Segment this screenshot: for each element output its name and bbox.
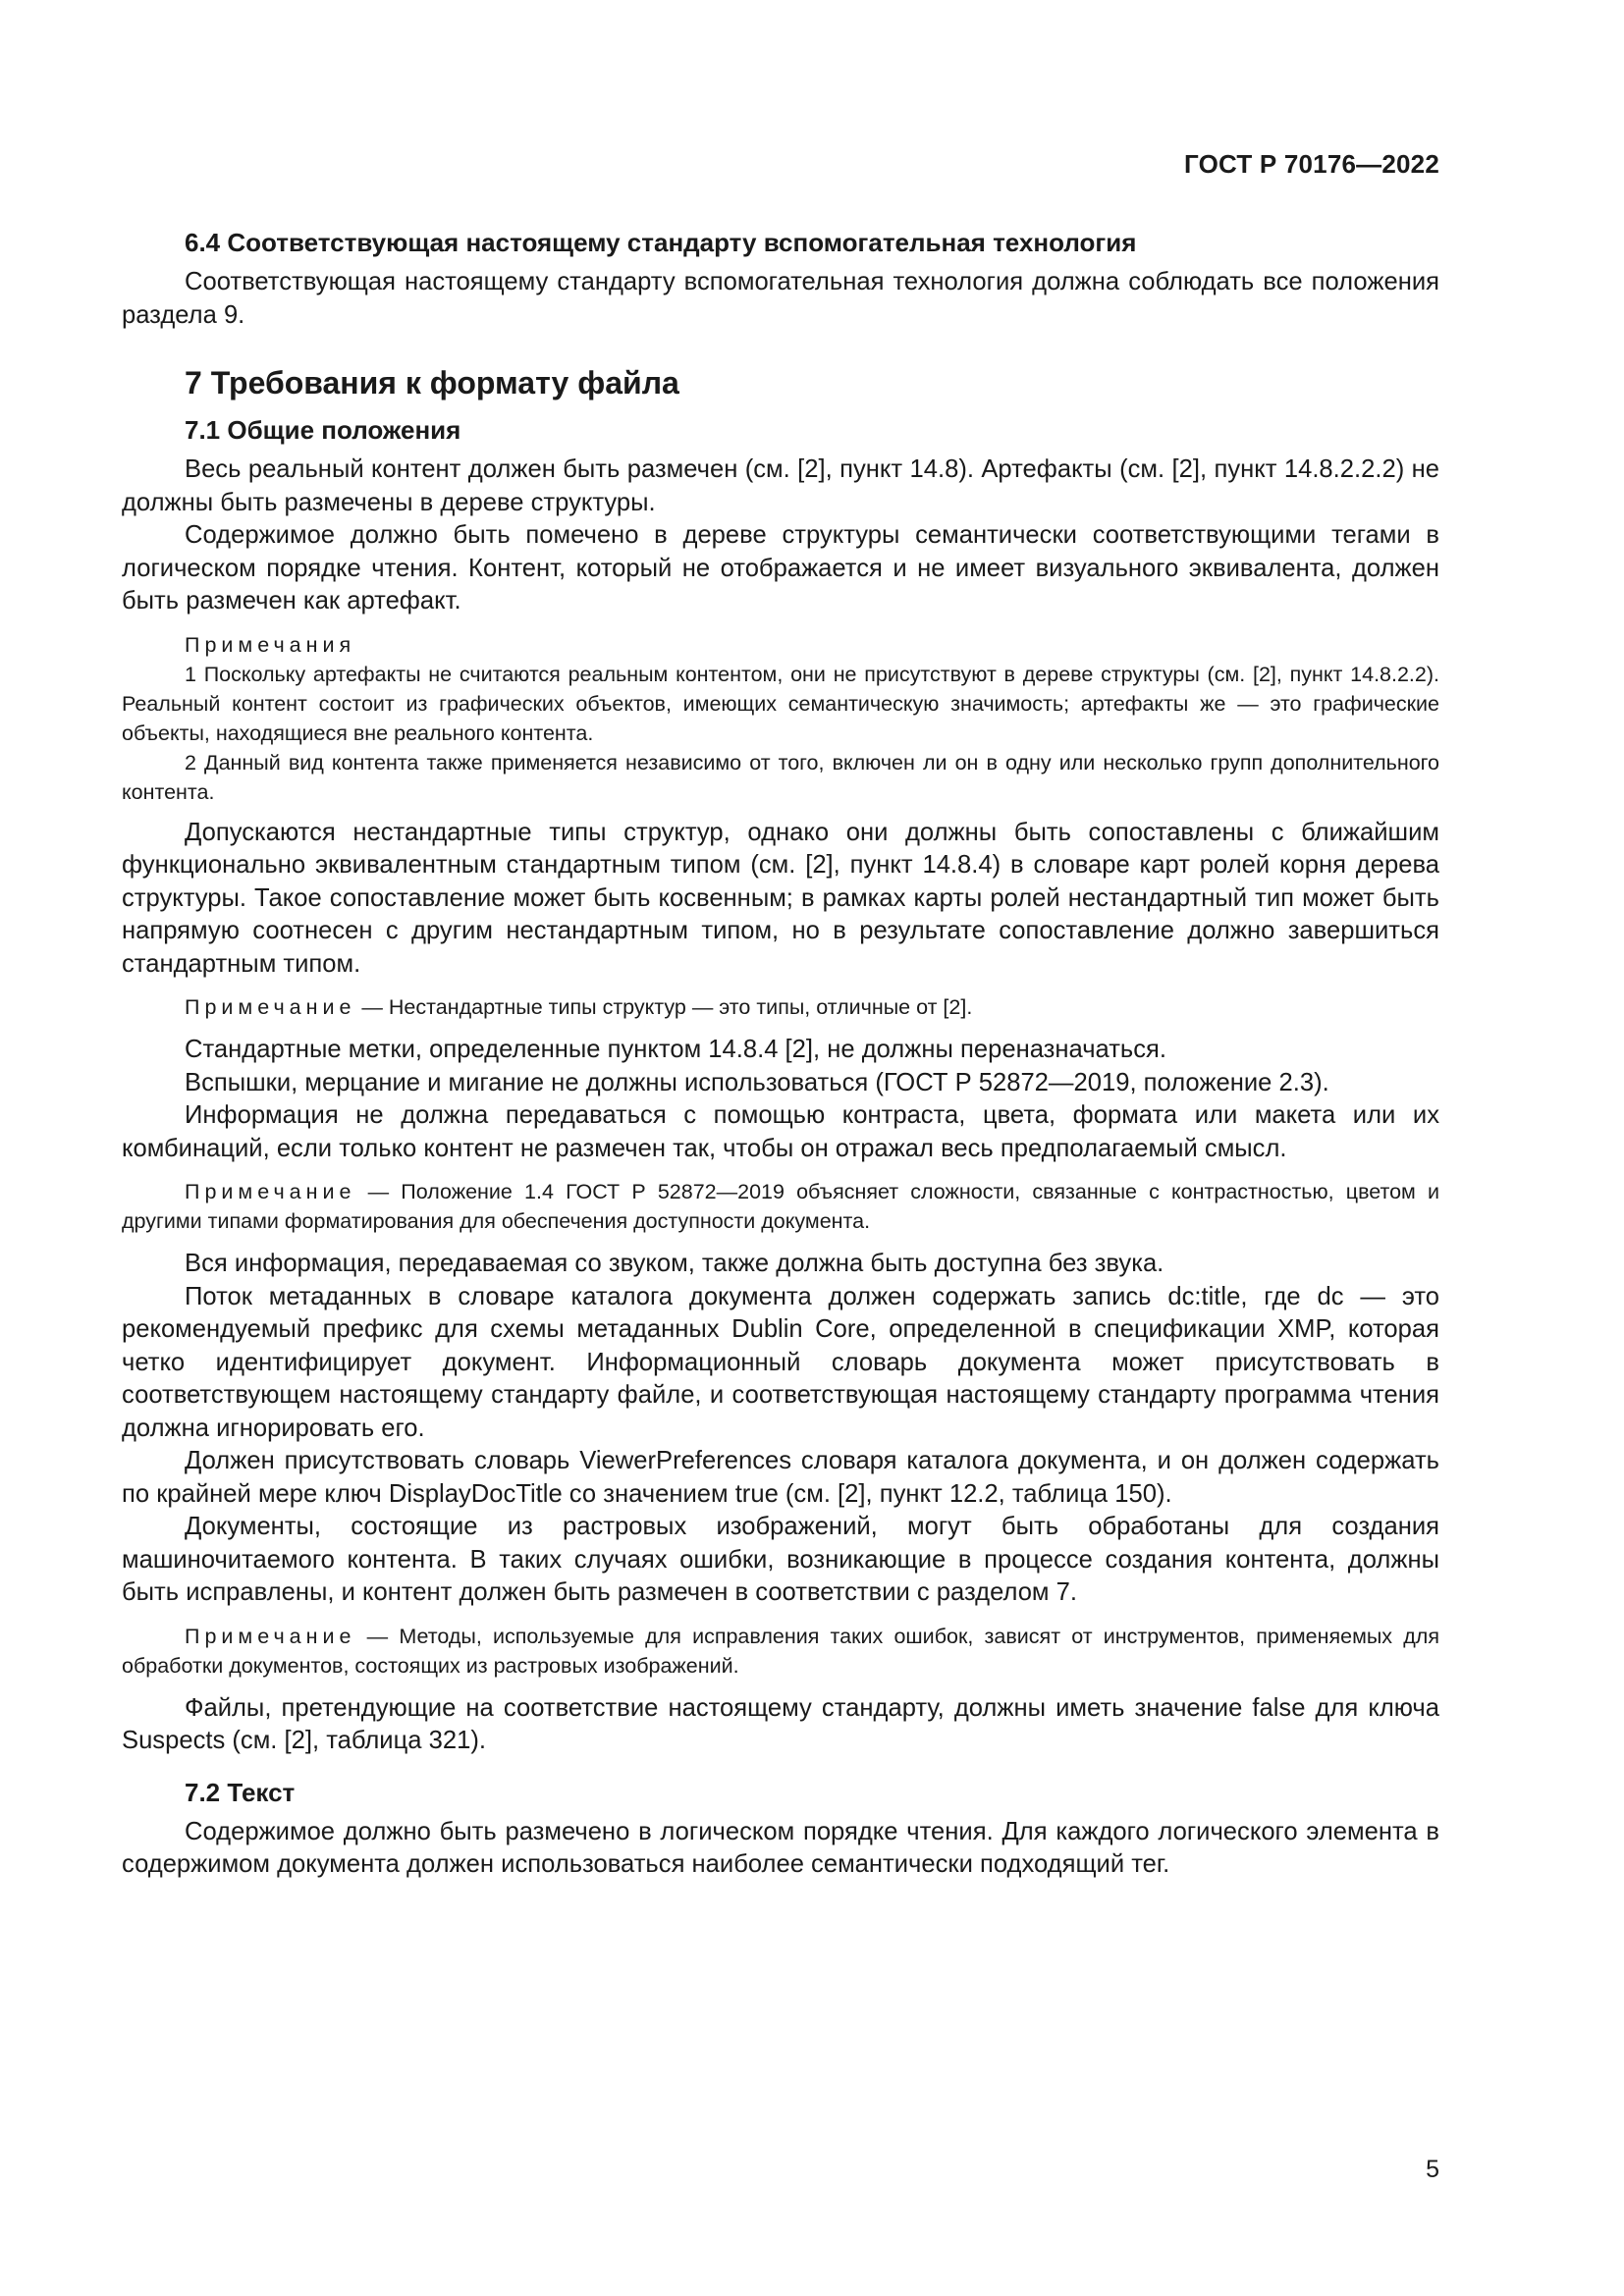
paragraph: Содержимое должно быть помечено в дереве структуры семантически соответствующими тегами в логическом порядке чтения. Контент, который не отображается и не имеет визуального эквивалента, должен быть размечен как артефакт. <box>122 521 1439 614</box>
note-text: — Нестандартные типы структур — это типы, отличные от [2]. <box>355 995 973 1019</box>
section-7-heading: 7 Требования к формату файла <box>185 365 679 400</box>
paragraph: Вспышки, мерцание и мигание не должны использоваться (ГОСТ Р 52872—2019, положение 2.3). <box>185 1068 1329 1096</box>
note <box>122 1177 1439 1236</box>
paragraph: Должен присутствовать словарь ViewerPreferences словаря каталога документа, и он должен содержать по крайней мере ключ DisplayDocTitle со значением true (см. [2], пункт 12.2, таблица 150). <box>122 1447 1439 1508</box>
document-code: ГОСТ Р 70176—2022 <box>1184 149 1439 179</box>
note <box>122 992 1439 1022</box>
note-item: 2 Данный вид контента также применяется независимо от того, включен ли он в одну или несколько групп дополнительного контента. <box>122 750 1439 804</box>
paragraph: Стандартные метки, определенные пунктом 14.8.4 [2], не должны переназначаться. <box>185 1036 1167 1063</box>
paragraph: Файлы, претендующие на соответствие настоящему стандарту, должны иметь значение false для ключа Suspects (см. [2], таблица 321). <box>122 1693 1439 1754</box>
paragraph: Документы, состоящие из растровых изображений, могут быть обработаны для создания машиночитаемого контента. В таких случаях ошибки, возникающие в процессе создания контента, должны быть исправлены, и контент должен быть размечен в соответствии с разделом 7. <box>122 1513 1439 1606</box>
paragraph: Весь реальный контент должен быть размечен (см. [2], пункт 14.8). Артефакты (см. [2], пункт 14.8.2.2.2) не должны быть размечены в дереве структуры. <box>122 455 1439 516</box>
paragraph: Соответствующая настоящему стандарту вспомогательная технология должна соблюдать все положения раздела 9. <box>122 268 1439 329</box>
note-label: Примечание <box>185 1624 356 1648</box>
notes-label: Примечания <box>185 632 356 657</box>
note-label: Примечание <box>185 995 356 1019</box>
section-7-2-heading: 7.2 Текст <box>185 1777 296 1807</box>
section-7-1-heading: 7.1 Общие положения <box>185 415 461 445</box>
note-text: — Методы, используемые для исправления таких ошибок, зависят от инструментов, применяемых для обработки документов, состоящих из растровых изображений. <box>122 1624 1439 1678</box>
paragraph: Поток метаданных в словаре каталога документа должен содержать запись dc:title, где dc — это рекомендуемый префикс для схемы метаданных Dublin Core, определенной в спецификации XMP, которая четко идентифицирует документ. Информационный словарь документа может присутствовать в соответствующем настоящему стандарту файле, и соответствующая настоящему стандарту программа чтения должна игнорировать его. <box>122 1282 1439 1442</box>
document-body <box>122 216 1439 1882</box>
note <box>122 1622 1439 1681</box>
note-item: 1 Поскольку артефакты не считаются реальным контентом, они не присутствуют в дереве структуры (см. [2], пункт 14.8.2.2). Реальный контент состоит из графических объектов, имеющих семантическую значимость; артефакты же — это графические объекты, находящиеся вне реального контента. <box>122 662 1439 745</box>
paragraph: Вся информация, передаваемая со звуком, также должна быть доступна без звука. <box>185 1250 1164 1277</box>
paragraph: Информация не должна передаваться с помощью контраста, цвета, формата или макета или их комбинаций, если только контент не размечен так, чтобы он отражал весь предполагаемый смысл. <box>122 1101 1439 1162</box>
paragraph: Содержимое должно быть размечено в логическом порядке чтения. Для каждого логического элемента в содержимом документа должен использоваться наиболее семантически подходящий тег. <box>122 1817 1439 1878</box>
note-text: — Положение 1.4 ГОСТ Р 52872—2019 объясняет сложности, связанные с контрастностью, цветом и другими типами форматирования для обеспечения доступности документа. <box>122 1180 1439 1233</box>
section-6-4-heading: 6.4 Соответствующая настоящему стандарту вспомогательная технология <box>185 228 1137 257</box>
paragraph: Допускаются нестандартные типы структур, однако они должны быть сопоставлены с ближайшим функционально эквивалентным стандартным типом (см. [2], пункт 14.8.4) в словаре карт ролей корня дерева структуры. Такое сопоставление может быть косвенным; в рамках карты ролей нестандартный тип может быть напрямую соотнесен с другим нестандартным типом, но в результате сопоставление должно завершиться стандартным типом. <box>122 818 1439 978</box>
note-label: Примечание <box>185 1180 356 1203</box>
page-number: 5 <box>1426 2156 1439 2183</box>
